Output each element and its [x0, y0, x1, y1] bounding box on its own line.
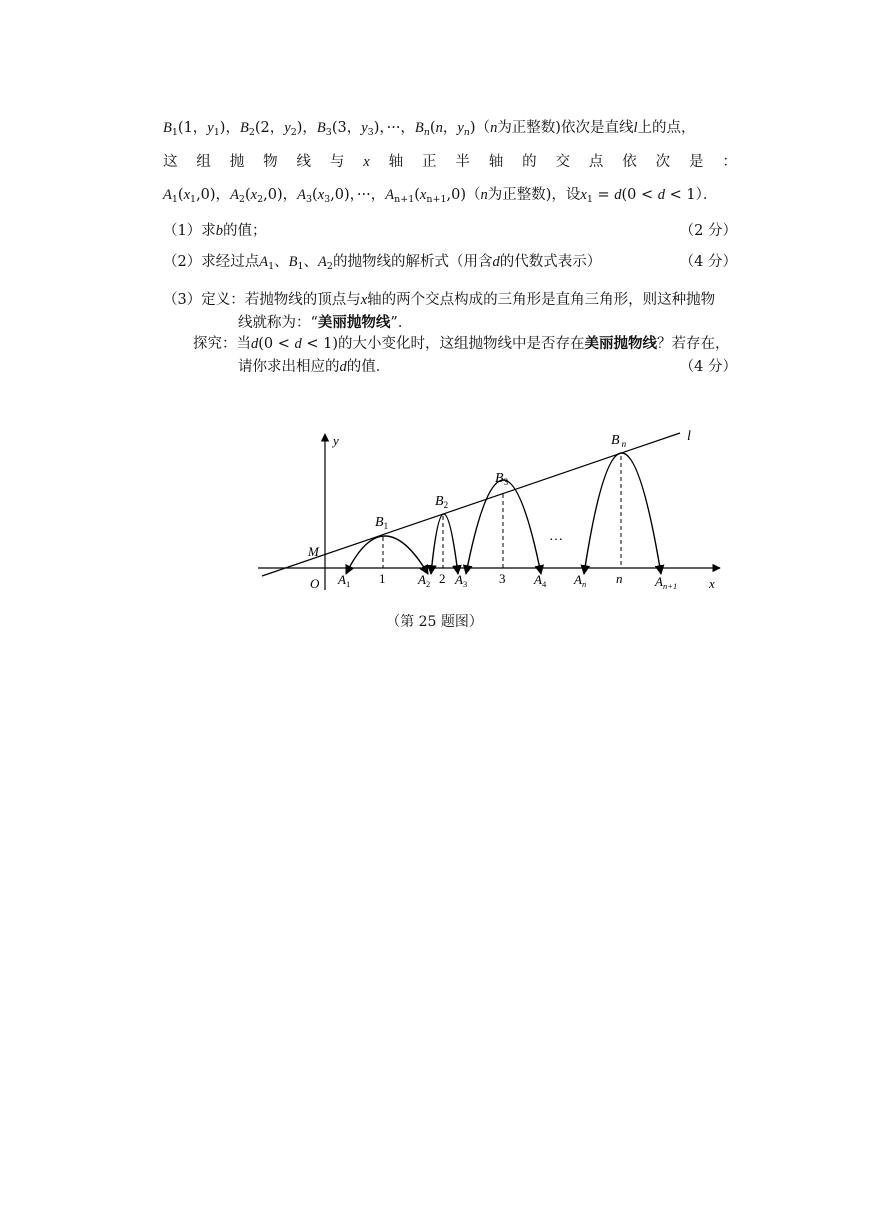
label-b3: $B_3$	[495, 471, 509, 487]
label-a2: $A_2$	[418, 572, 431, 589]
score-q2: （4 分）	[679, 254, 737, 270]
tick-n: n	[616, 571, 623, 586]
label-a4: $A_4$	[534, 572, 547, 589]
line2-char: 这	[163, 154, 178, 170]
label-an: $A_n$	[574, 572, 587, 589]
line2-char: 半	[455, 154, 470, 170]
tick-3: 3	[499, 571, 506, 586]
label-bn: B $_n$	[611, 433, 627, 449]
parabola-2	[431, 514, 458, 574]
line2-char: 是	[688, 154, 704, 170]
label-dots: ···	[549, 533, 563, 548]
point-b2: B	[239, 120, 249, 136]
tick-2: 2	[439, 571, 446, 586]
label-an1: $A_{n+1}$	[655, 574, 678, 591]
term-beautiful-parabola-2: 美丽抛物线	[584, 336, 657, 352]
line2-char: 与	[329, 154, 345, 170]
line2-char: 依	[622, 154, 637, 170]
label-y: y	[333, 433, 339, 448]
line2-char: 正	[421, 154, 437, 170]
point-b1: B	[163, 120, 172, 136]
label-b2: $B_2$	[435, 494, 449, 510]
line2-char: 交	[555, 154, 570, 170]
line2-char: 的	[522, 154, 537, 170]
label-m: M	[308, 544, 319, 559]
line2-char: 轴	[388, 154, 404, 170]
line2-char: 线	[296, 154, 311, 170]
figure-caption: （第 25 题图）	[386, 614, 483, 630]
line2-char: 点	[588, 154, 604, 170]
problem-line-3: $A_1(x_1,0)$，$A_2(x_2,0)$，$A_3(x_3,0)$，···，$A_{n+1}(x_{n+1},0)(n$为正整数)，设$x_1 = d(0 < d < 1)$．	[163, 187, 718, 205]
tick-1: 1	[379, 571, 386, 586]
label-l: l	[687, 429, 691, 444]
label-origin: O	[310, 576, 320, 591]
point-bn: B	[414, 120, 424, 136]
line2-char: ：	[722, 154, 737, 170]
line2-char: 组	[196, 154, 211, 170]
label-a1: $A_1$	[338, 572, 351, 589]
line2-char: 轴	[488, 154, 504, 170]
label-x: x	[709, 576, 715, 591]
line2-char: 次	[655, 154, 671, 170]
line2-char: 抛	[229, 154, 245, 170]
question-1: （1）求b的值； （2 分）	[163, 220, 737, 242]
question-3-definition: （3）定义：若抛物线的顶点与x轴的两个交点构成的三角形是直角三角形，则这种抛物	[163, 292, 716, 308]
term-beautiful-parabola: 美丽抛物线	[317, 315, 391, 331]
question-3-term-line: 线就称为：“美丽抛物线”．	[238, 315, 413, 331]
question-2: （2）求经过点$A_1$、$B_1$、$A_2$的抛物线的解析式（用含d的代数式表示） （4 分）	[163, 251, 737, 273]
label-a3: $A_3$	[455, 572, 468, 589]
question-3-explore: 探究：当d(0 < d < 1)的大小变化时，这组抛物线中是否存在美丽抛物线？若存在，	[193, 336, 730, 352]
score-q3: （4 分）	[679, 359, 737, 375]
line2-char: 物	[263, 154, 278, 170]
label-b1: $B_1$	[375, 515, 389, 531]
problem-line-1: $B_1(1$，$y_1$)，$B_2(2$，$y_2$)，$B_3(3$，$y_3$)，···，$B_n(n$，$y_n)(n$为正整数)依次是直线l上的点，	[163, 120, 696, 138]
parabola-n	[584, 453, 661, 574]
point-b3: B	[316, 120, 326, 136]
question-3-ask: 请你求出相应的d的值． （4 分）	[238, 356, 737, 378]
score-q1: （2 分）	[679, 223, 737, 239]
line2-char: x	[363, 154, 370, 170]
